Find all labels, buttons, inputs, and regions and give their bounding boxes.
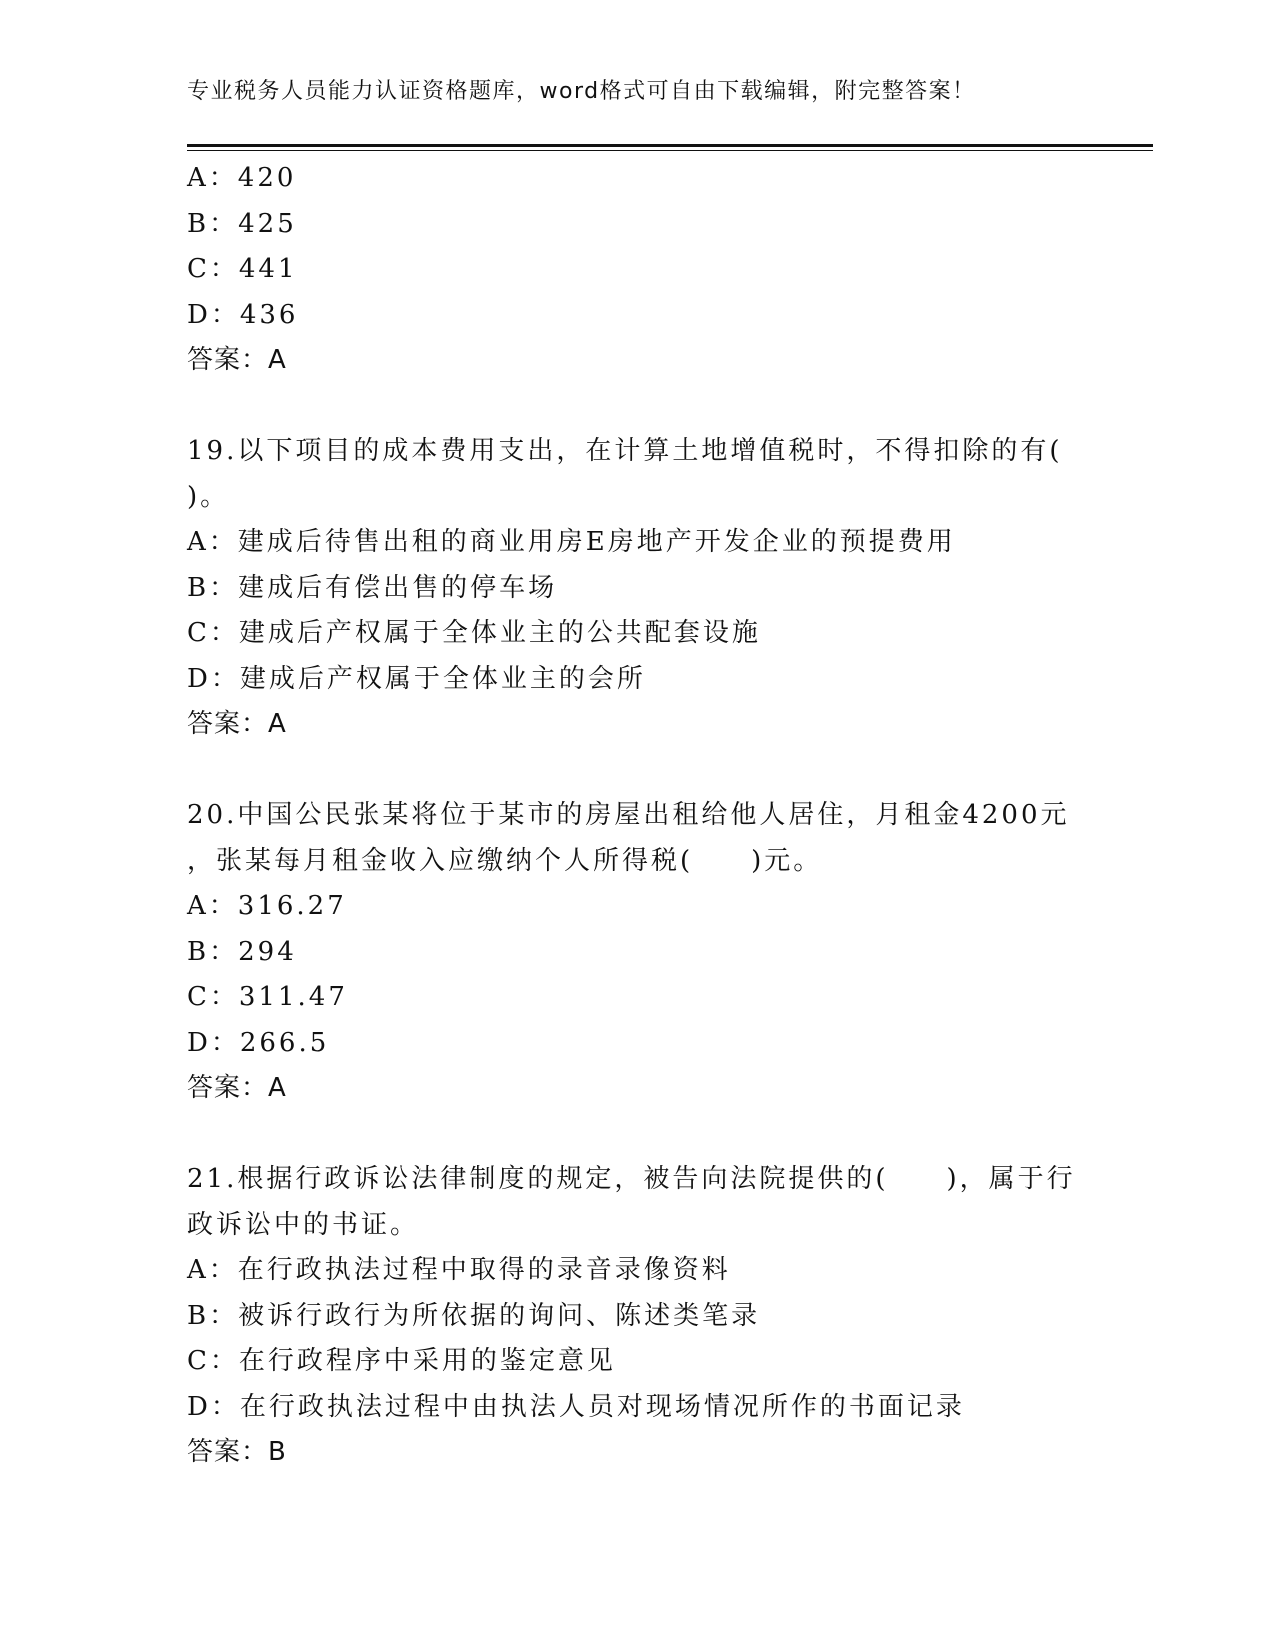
- option-b: B：294: [187, 936, 297, 967]
- spacer: [187, 1112, 1067, 1158]
- question-21-stem-line-1: 21.根据行政诉讼法律制度的规定，被告向法院提供的( )，属于行: [187, 1164, 1076, 1194]
- option-a: A：建成后待售出租的商业用房E房地产开发企业的预提费用: [187, 527, 956, 557]
- option-c: C：441: [187, 254, 298, 284]
- option-b: B：425: [187, 208, 297, 239]
- option-c: C：建成后产权属于全体业主的公共配套设施: [187, 618, 761, 648]
- header-rule-thin: [187, 150, 1153, 151]
- option-b: B：被诉行政行为所依据的询问、陈述类笔录: [187, 1300, 761, 1331]
- option-c: C：在行政程序中采用的鉴定意见: [187, 1346, 616, 1376]
- option-d: D：266.5: [187, 1027, 330, 1058]
- answer-line: 答案：A: [187, 709, 287, 739]
- question-21-stem-line-2: 政诉讼中的书证。: [187, 1209, 420, 1240]
- document-body: [187, 156, 1076, 1476]
- option-d: D：建成后产权属于全体业主的会所: [187, 663, 646, 694]
- option-d: D：在行政执法过程中由执法人员对现场情况所作的书面记录: [187, 1391, 965, 1422]
- option-a: A：420: [187, 163, 297, 193]
- question-19-stem-line-2: )。: [187, 481, 230, 512]
- header-rule-thick: [187, 144, 1153, 147]
- spacer: [187, 384, 1067, 430]
- answer-line: 答案：B: [187, 1437, 287, 1467]
- spacer: [187, 748, 1067, 794]
- option-d: D：436: [187, 299, 299, 330]
- option-b: B：建成后有偿出售的停车场: [187, 572, 558, 603]
- answer-line: 答案：A: [187, 1073, 287, 1103]
- option-a: A：在行政执法过程中取得的录音录像资料: [187, 1255, 731, 1285]
- option-c: C：311.47: [187, 982, 348, 1012]
- question-20-stem-line-2: ，张某每月租金收入应缴纳个人所得税( )元。: [187, 845, 823, 876]
- question-20-stem-line-1: 20.中国公民张某将位于某市的房屋出租给他人居住，月租金4200元: [187, 800, 1070, 830]
- option-a: A：316.27: [187, 891, 347, 921]
- question-19-stem-line-1: 19.以下项目的成本费用支出，在计算土地增值税时，不得扣除的有(: [187, 436, 1063, 466]
- page-header-text: 专业税务人员能力认证资格题库，word格式可自由下载编辑，附完整答案！: [187, 79, 976, 104]
- answer-line: 答案：A: [187, 345, 287, 375]
